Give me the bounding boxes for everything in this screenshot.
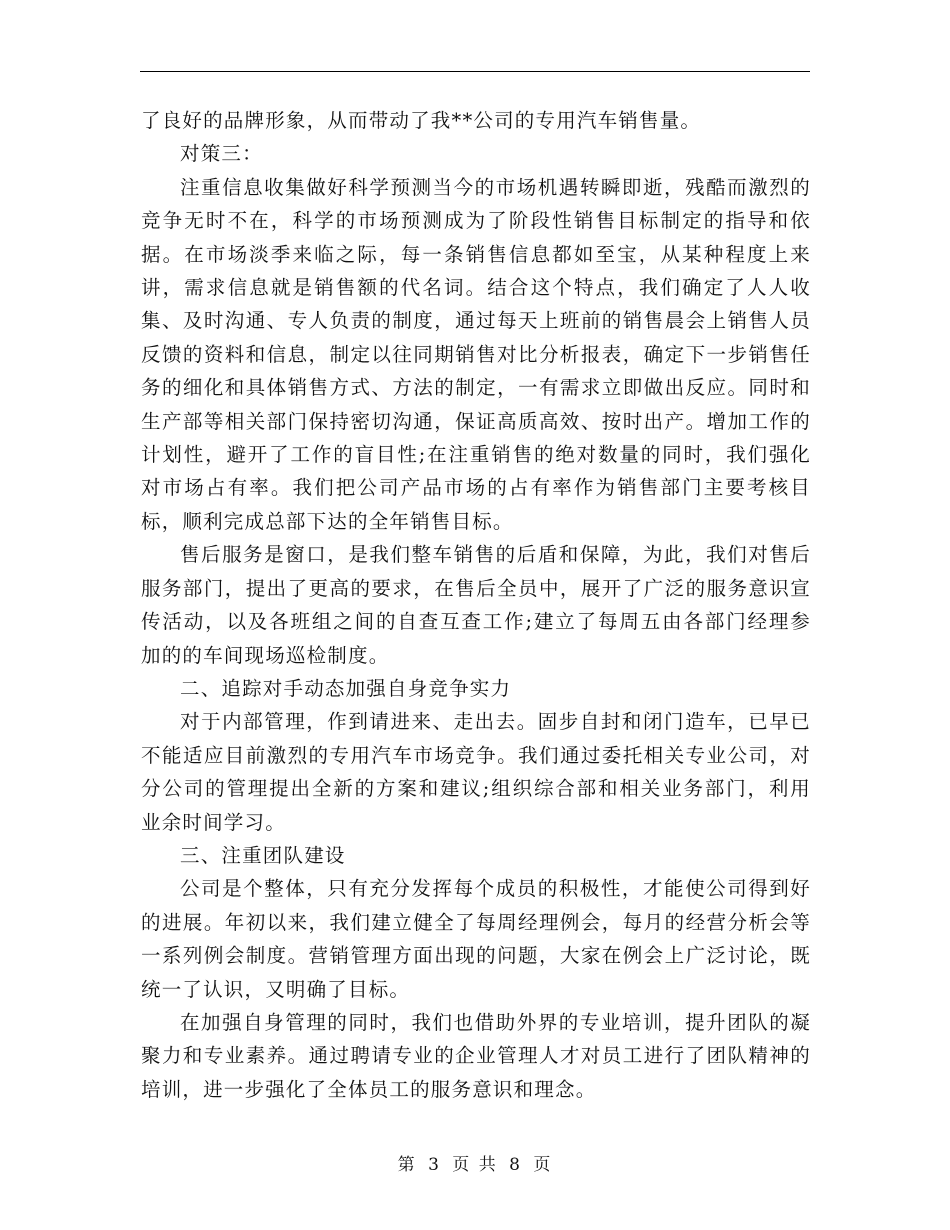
- heading-countermeasure-three: 对策三：: [180, 142, 263, 166]
- heading-section-three: 三、注重团队建设: [180, 843, 346, 867]
- header-rule: [140, 71, 810, 72]
- paragraph-internal-management: 对于内部管理，作到请进来、走出去。固步自封和闭门造车，已早已不能适应目前激烈的专用汽车市场竞争。我们通过委托相关专业公司，对分公司的管理提出全新的方案和建议;组织综合部和相关业务部门，利用业余时间学习。: [141, 710, 811, 834]
- paragraph-information-collection: 注重信息收集做好科学预测当今的市场机遇转瞬即逝，残酷而激烈的竞争无时不在，科学的市场预测成为了阶段性销售目标制定的指导和依据。在市场淡季来临之际，每一条销售信息都如至宝，从某种程度上来讲，需求信息就是销售额的代名词。结合这个特点，我们确定了人人收集、及时沟通、专人负责的制度，通过每天上班前的销售晨会上销售人员反馈的资料和信息，制定以往同期销售对比分析报表，确定下一步销售任务的细化和具体销售方式、方法的制定，一有需求立即做出反应。同时和生产部等相关部门保持密切沟通，保证高质高效、按时出产。增加工作的计划性，避开了工作的盲目性;在注重销售的绝对数量的同时，我们强化对市场占有率。我们把公司产品市场的占有率作为销售部门主要考核目标，顺利完成总部下达的全年销售目标。: [141, 175, 811, 533]
- paragraph-team-building: 公司是个整体，只有充分发挥每个成员的积极性，才能使公司得到好的进展。年初以来，我们建立健全了每周经理例会，每月的经营分析会等一系列例会制度。营销管理方面出现的问题，大家在例会上广泛讨论，既统一了认识，又明确了目标。: [141, 877, 811, 1001]
- page-footer: [0, 1150, 950, 1175]
- paragraph-after-sales-service: 售后服务是窗口，是我们整车销售的后盾和保障，为此，我们对售后服务部门，提出了更高的要求，在售后全员中，展开了广泛的服务意识宣传活动，以及各班组之间的自查互查工作;建立了每周五由各部门经理参加的的车间现场巡检制度。: [141, 543, 811, 667]
- footer-total-pages: 8: [509, 1155, 522, 1175]
- footer-suffix: 页: [533, 1155, 553, 1175]
- footer-middle: 页 共: [452, 1155, 498, 1175]
- paragraph-training: 在加强自身管理的同时，我们也借助外界的专业培训，提升团队的凝聚力和专业素养。通过聘请专业的企业管理人才对员工进行了团队精神的培训，进一步强化了全体员工的服务意识和理念。: [141, 1010, 811, 1101]
- paragraph-1: 了良好的品牌形象，从而带动了我**公司的专用汽车销售量。: [141, 109, 702, 132]
- footer-prefix: 第: [397, 1155, 417, 1175]
- footer-current-page: 3: [428, 1155, 441, 1175]
- document-body: [141, 104, 811, 1106]
- heading-section-two: 二、追踪对手动态加强自身竞争实力: [180, 676, 512, 700]
